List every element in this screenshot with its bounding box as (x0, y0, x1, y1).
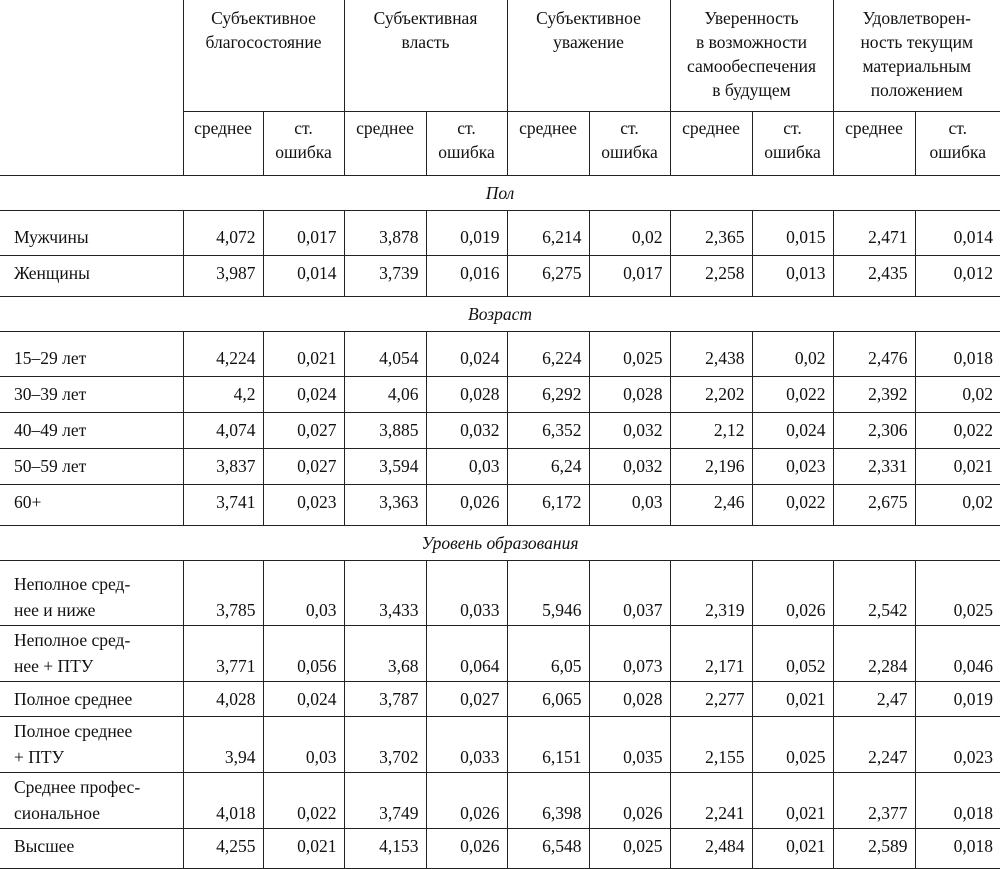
mean-value-cell: 3,987 (183, 255, 263, 296)
subheader-std-error-line: ст. (294, 117, 313, 138)
std-error-cell: 0,024 (263, 376, 344, 412)
section-row (0, 175, 1000, 210)
std-error-cell: 0,027 (426, 681, 507, 716)
row-label (0, 681, 183, 716)
column-header (670, 0, 833, 111)
mean-value-cell: 2,284 (833, 625, 915, 681)
subheader-std-error-line: ошибка (764, 141, 821, 162)
std-error-cell: 0,022 (263, 772, 344, 828)
table-row (0, 210, 1000, 255)
std-error-cell: 0,014 (263, 255, 344, 296)
std-error-cell: 0,018 (915, 772, 1000, 828)
std-error-cell: 0,012 (915, 255, 1000, 296)
corner-cell (0, 0, 183, 175)
std-error-cell: 0,02 (589, 210, 670, 255)
row-label-line: 40–49 лет (14, 420, 87, 440)
column-header (507, 0, 670, 111)
mean-value-cell: 2,471 (833, 210, 915, 255)
mean-value-cell: 3,363 (344, 484, 426, 525)
table-row (0, 484, 1000, 525)
std-error-cell: 0,025 (589, 331, 670, 376)
std-error-cell: 0,02 (752, 331, 833, 376)
subheader-std-error (263, 111, 344, 175)
mean-value-cell: 2,319 (670, 560, 752, 625)
mean-value-cell: 2,542 (833, 560, 915, 625)
std-error-cell: 0,052 (752, 625, 833, 681)
std-error-cell: 0,028 (426, 376, 507, 412)
column-header (833, 0, 1000, 111)
row-label-line: нее + ПТУ (14, 656, 94, 676)
mean-value-cell: 2,331 (833, 448, 915, 484)
mean-value-cell: 2,589 (833, 828, 915, 868)
std-error-cell: 0,03 (263, 560, 344, 625)
mean-value-cell: 2,241 (670, 772, 752, 828)
table-row (0, 448, 1000, 484)
mean-value-cell: 6,224 (507, 331, 589, 376)
std-error-cell: 0,024 (263, 681, 344, 716)
row-label (0, 828, 183, 868)
row-label (0, 376, 183, 412)
mean-value-cell: 3,94 (183, 716, 263, 772)
row-label-line: + ПТУ (14, 747, 64, 767)
column-header-line: власть (401, 32, 450, 52)
mean-value-cell: 2,258 (670, 255, 752, 296)
std-error-cell: 0,064 (426, 625, 507, 681)
column-header-line: в будущем (712, 80, 791, 100)
std-error-cell: 0,023 (915, 716, 1000, 772)
mean-value-cell: 3,594 (344, 448, 426, 484)
std-error-cell: 0,019 (915, 681, 1000, 716)
std-error-cell: 0,032 (426, 412, 507, 448)
std-error-cell: 0,037 (589, 560, 670, 625)
row-label-line: Полное среднее (14, 688, 133, 709)
column-header-line: материальным (862, 56, 972, 76)
table-row (0, 625, 1000, 681)
mean-value-cell: 2,392 (833, 376, 915, 412)
std-error-cell: 0,027 (263, 448, 344, 484)
subheader-std-error-line: ошибка (275, 141, 332, 162)
std-error-cell: 0,021 (752, 681, 833, 716)
mean-value-cell: 3,749 (344, 772, 426, 828)
column-header-line: Субъективная (373, 8, 478, 28)
std-error-cell: 0,073 (589, 625, 670, 681)
std-error-cell: 0,015 (752, 210, 833, 255)
row-label-line: 60+ (14, 492, 42, 512)
mean-value-cell: 2,171 (670, 625, 752, 681)
table-row (0, 560, 1000, 625)
mean-value-cell: 2,196 (670, 448, 752, 484)
mean-value-cell: 4,06 (344, 376, 426, 412)
mean-value-cell: 6,275 (507, 255, 589, 296)
std-error-cell: 0,03 (426, 448, 507, 484)
mean-value-cell: 6,398 (507, 772, 589, 828)
std-error-cell: 0,035 (589, 716, 670, 772)
mean-value-cell: 4,072 (183, 210, 263, 255)
row-label (0, 210, 183, 255)
std-error-cell: 0,033 (426, 560, 507, 625)
row-label-line: 30–39 лет (14, 384, 87, 404)
mean-value-cell: 3,885 (344, 412, 426, 448)
std-error-cell: 0,025 (752, 716, 833, 772)
subheader-std-error-line: ошибка (601, 141, 658, 162)
subheader-std-error (426, 111, 507, 175)
subheader-std-error (752, 111, 833, 175)
mean-value-cell: 2,306 (833, 412, 915, 448)
section-title: Пол (0, 175, 1000, 210)
row-label-line: Неполное сред- (14, 574, 131, 594)
row-label (0, 412, 183, 448)
std-error-cell: 0,021 (263, 331, 344, 376)
table-row (0, 772, 1000, 828)
std-error-cell: 0,017 (589, 255, 670, 296)
column-header-line: Удовлетворен- (862, 8, 971, 28)
std-error-cell: 0,025 (589, 828, 670, 868)
subheader-mean: среднее (670, 111, 752, 175)
std-error-cell: 0,026 (426, 772, 507, 828)
column-header (344, 0, 507, 111)
mean-value-cell: 6,065 (507, 681, 589, 716)
mean-value-cell: 3,771 (183, 625, 263, 681)
mean-value-cell: 6,151 (507, 716, 589, 772)
mean-value-cell: 3,787 (344, 681, 426, 716)
mean-value-cell: 6,24 (507, 448, 589, 484)
row-label-line: Неполное сред- (14, 630, 131, 650)
column-header-line: ность текущим (860, 32, 974, 52)
row-label-line: Среднее профес- (14, 777, 141, 797)
subheader-std-error-line: ошибка (929, 141, 987, 162)
mean-value-cell: 3,837 (183, 448, 263, 484)
mean-value-cell: 4,153 (344, 828, 426, 868)
column-header-line: самообеспечения (687, 56, 817, 76)
table-row (0, 716, 1000, 772)
mean-value-cell: 2,675 (833, 484, 915, 525)
subheader-std-error-line: ст. (783, 117, 802, 138)
std-error-cell: 0,023 (752, 448, 833, 484)
std-error-cell: 0,024 (426, 331, 507, 376)
subheader-mean: среднее (344, 111, 426, 175)
std-error-cell: 0,028 (589, 681, 670, 716)
column-header-line: Субъективное (211, 8, 316, 28)
section-title: Возраст (0, 296, 1000, 331)
mean-value-cell: 2,484 (670, 828, 752, 868)
std-error-cell: 0,032 (589, 448, 670, 484)
mean-value-cell: 2,277 (670, 681, 752, 716)
subheader-std-error-line: ст. (457, 117, 476, 138)
mean-value-cell: 4,074 (183, 412, 263, 448)
mean-value-cell: 3,433 (344, 560, 426, 625)
subheader-std-error-line: ст. (620, 117, 639, 138)
std-error-cell: 0,023 (263, 484, 344, 525)
mean-value-cell: 6,214 (507, 210, 589, 255)
std-error-cell: 0,018 (915, 828, 1000, 868)
row-label (0, 255, 183, 296)
mean-value-cell: 6,548 (507, 828, 589, 868)
table-row (0, 255, 1000, 296)
std-error-cell: 0,022 (752, 376, 833, 412)
subheader-mean: среднее (833, 111, 915, 175)
std-error-cell: 0,016 (426, 255, 507, 296)
std-error-cell: 0,022 (752, 484, 833, 525)
std-error-cell: 0,018 (915, 331, 1000, 376)
table-header (0, 0, 1000, 175)
std-error-cell: 0,021 (263, 828, 344, 868)
row-label-line: Мужчины (14, 227, 89, 247)
row-label-line: сиональное (14, 803, 100, 823)
row-label-line: 15–29 лет (14, 348, 87, 368)
mean-value-cell: 6,05 (507, 625, 589, 681)
subheader-std-error-line: ошибка (438, 141, 495, 162)
row-label (0, 772, 183, 828)
row-label (0, 716, 183, 772)
section-row (0, 296, 1000, 331)
row-label-line: Полное среднее (14, 721, 133, 741)
std-error-cell: 0,02 (915, 376, 1000, 412)
subheader-std-error (915, 111, 1000, 175)
mean-value-cell: 2,476 (833, 331, 915, 376)
subheader-std-error (589, 111, 670, 175)
column-header-line: Уверенность (704, 8, 799, 28)
row-label-line: Женщины (14, 263, 90, 283)
column-header-line: в возможности (696, 32, 808, 52)
std-error-cell: 0,027 (263, 412, 344, 448)
row-label (0, 484, 183, 525)
column-header-line: благосостояние (205, 32, 322, 52)
std-error-cell: 0,024 (752, 412, 833, 448)
std-error-cell: 0,025 (915, 560, 1000, 625)
std-error-cell: 0,028 (589, 376, 670, 412)
table-row (0, 681, 1000, 716)
std-error-cell: 0,021 (915, 448, 1000, 484)
row-label (0, 448, 183, 484)
std-error-cell: 0,056 (263, 625, 344, 681)
mean-value-cell: 3,785 (183, 560, 263, 625)
row-label-line: нее и ниже (14, 600, 96, 620)
mean-value-cell: 4,028 (183, 681, 263, 716)
mean-value-cell: 6,172 (507, 484, 589, 525)
std-error-cell: 0,026 (752, 560, 833, 625)
std-error-cell: 0,046 (915, 625, 1000, 681)
subheader-mean: среднее (183, 111, 263, 175)
mean-value-cell: 4,2 (183, 376, 263, 412)
column-header (183, 0, 344, 111)
std-error-cell: 0,022 (915, 412, 1000, 448)
std-error-cell: 0,026 (426, 828, 507, 868)
std-error-cell: 0,033 (426, 716, 507, 772)
mean-value-cell: 2,247 (833, 716, 915, 772)
mean-value-cell: 3,878 (344, 210, 426, 255)
header-row-indicators (0, 0, 1000, 111)
mean-value-cell: 6,352 (507, 412, 589, 448)
mean-value-cell: 2,46 (670, 484, 752, 525)
mean-value-cell: 4,018 (183, 772, 263, 828)
column-header-line: уважение (553, 32, 624, 52)
row-label (0, 560, 183, 625)
mean-value-cell: 2,377 (833, 772, 915, 828)
std-error-cell: 0,02 (915, 484, 1000, 525)
std-error-cell: 0,03 (263, 716, 344, 772)
row-label-line: Высшее (14, 835, 75, 856)
mean-value-cell: 3,739 (344, 255, 426, 296)
table-row (0, 412, 1000, 448)
section-row (0, 525, 1000, 560)
mean-value-cell: 2,47 (833, 681, 915, 716)
std-error-cell: 0,013 (752, 255, 833, 296)
mean-value-cell: 4,224 (183, 331, 263, 376)
column-header-line: Субъективное (536, 8, 641, 28)
mean-value-cell: 2,12 (670, 412, 752, 448)
std-error-cell: 0,026 (589, 772, 670, 828)
subheader-mean: среднее (507, 111, 589, 175)
std-error-cell: 0,026 (426, 484, 507, 525)
table-row (0, 828, 1000, 868)
table-row (0, 331, 1000, 376)
row-label (0, 331, 183, 376)
std-error-cell: 0,032 (589, 412, 670, 448)
mean-value-cell: 4,255 (183, 828, 263, 868)
row-label-line: 50–59 лет (14, 456, 87, 476)
mean-value-cell: 3,741 (183, 484, 263, 525)
column-header-line: положением (870, 80, 963, 100)
std-error-cell: 0,019 (426, 210, 507, 255)
mean-value-cell: 2,435 (833, 255, 915, 296)
mean-value-cell: 6,292 (507, 376, 589, 412)
mean-value-cell: 2,365 (670, 210, 752, 255)
table-row (0, 376, 1000, 412)
table-body (0, 175, 1000, 868)
mean-value-cell: 2,155 (670, 716, 752, 772)
std-error-cell: 0,021 (752, 772, 833, 828)
subheader-std-error-line: ст. (948, 117, 967, 138)
mean-value-cell: 2,438 (670, 331, 752, 376)
std-error-cell: 0,014 (915, 210, 1000, 255)
section-title: Уровень образования (0, 525, 1000, 560)
std-error-cell: 0,021 (752, 828, 833, 868)
std-error-cell: 0,03 (589, 484, 670, 525)
mean-value-cell: 2,202 (670, 376, 752, 412)
mean-value-cell: 3,702 (344, 716, 426, 772)
mean-value-cell: 3,68 (344, 625, 426, 681)
row-label (0, 625, 183, 681)
mean-value-cell: 5,946 (507, 560, 589, 625)
std-error-cell: 0,017 (263, 210, 344, 255)
mean-value-cell: 4,054 (344, 331, 426, 376)
